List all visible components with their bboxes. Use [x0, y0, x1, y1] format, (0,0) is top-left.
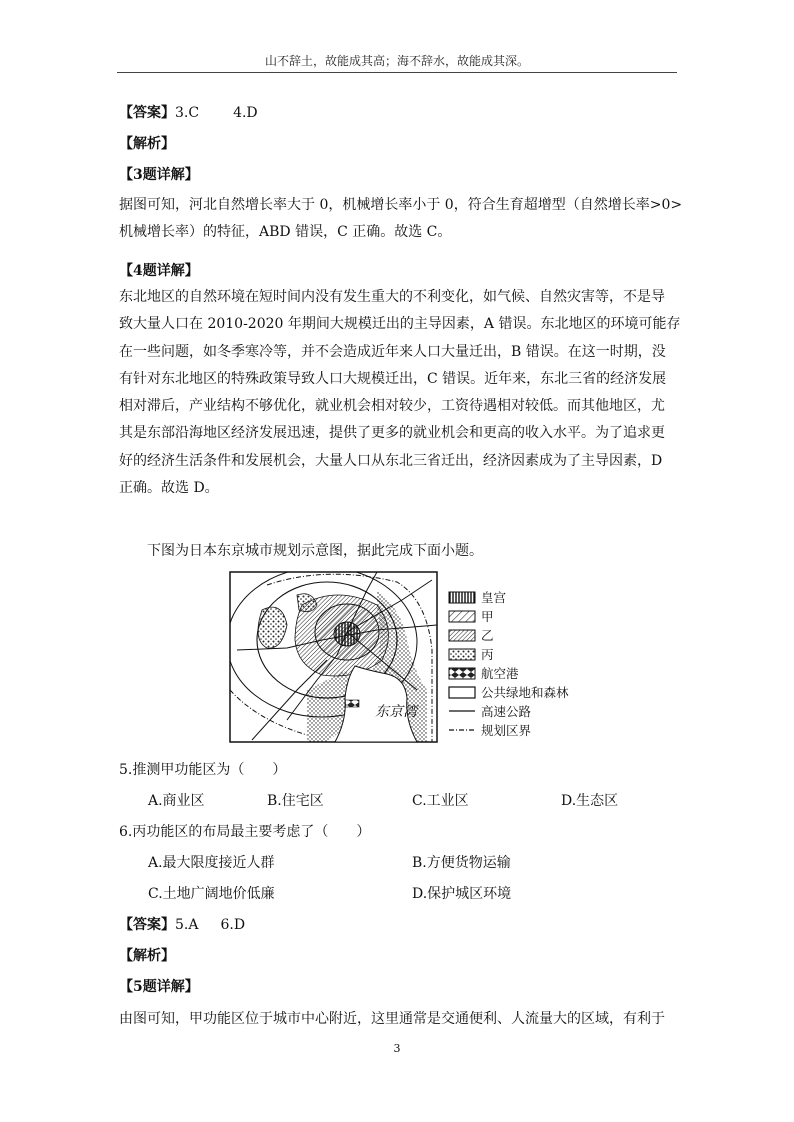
legend-label-yi: 乙	[481, 628, 494, 643]
q6-option-c: C.土地广阔地价低廉	[148, 886, 275, 902]
tokyo-bay-label: 东京湾	[375, 704, 417, 720]
legend-swatch-bing	[449, 649, 475, 660]
legend-label-palace: 皇宫	[481, 590, 507, 605]
q4-line: 东北地区的自然环境在短时间内没有发生重大的不利变化，如气候、自然灾害等，不是导	[119, 289, 665, 305]
legend-swatch-yi	[449, 630, 475, 641]
header-rule	[117, 72, 677, 73]
analysis-heading-2: 【解析】	[119, 948, 175, 964]
q5-stem: 5.推测甲功能区为（ ）	[119, 762, 287, 778]
q4-line: 好的经济生活条件和发展机会，大量人口从东北三省迁出，经济因素成为了主导因素，D	[119, 452, 663, 469]
map-legend	[449, 590, 569, 738]
q3-line: 据图可知，河北自然增长率大于 0，机械增长率小于 0，符合生育超增型（自然增长率>0>	[119, 197, 683, 213]
page-number: 3	[393, 1042, 401, 1055]
q4-detail-text	[119, 284, 679, 502]
q4-line: 正确。故选 D。	[119, 480, 219, 497]
q6-option-b: B.方便货物运输	[412, 855, 511, 871]
q4-line: 其是东部沿海地区经济发展迅速，提供了更多的就业机会和更高的收入水平。为了追求更	[119, 425, 665, 442]
legend-swatch-green	[449, 687, 475, 698]
q3-detail-heading: 【3题详解】	[119, 167, 199, 183]
q3-detail-text	[119, 192, 683, 247]
q5-option-a: A.商业区	[148, 793, 205, 809]
answer-6: 6.D	[220, 917, 246, 933]
q6-stem: 6.丙功能区的布局最主要考虑了（ ）	[119, 824, 371, 840]
legend-label-highway: 高速公路	[481, 704, 532, 719]
q4-line: 有针对东北地区的特殊政策导致人口大规模迁出，C 错误。近年来，东北三省的经济发展	[119, 370, 667, 387]
answer-3: 3.C	[175, 105, 200, 121]
legend-label-airport: 航空港	[481, 666, 519, 681]
airport	[345, 700, 359, 707]
answer-line-1	[119, 102, 258, 122]
tokyo-planning-map	[227, 570, 587, 746]
q4-line: 相对滞后，产业结构不够优化，就业机会相对较少，工资待遇相对较低。而其他地区，尤	[119, 398, 665, 415]
answer-tag: 【答案】	[119, 917, 175, 933]
q4-line: 在一些问题，如冬季寒冷等，并不会造成近年来人口大量迁出，B 错误。在这一时期，没	[119, 343, 666, 360]
q5-option-c: C.工业区	[412, 793, 469, 809]
page-header: 山不辞土，故能成其高；海不辞水，故能成其深。	[264, 54, 529, 68]
q5-detail-text: 由图可知，甲功能区位于城市中心附近，这里通常是交通便利、人流量大的区域，有利于	[119, 1011, 665, 1027]
answer-4: 4.D	[233, 105, 258, 121]
legend-swatch-jia	[449, 611, 475, 622]
figure-intro: 下图为日本东京城市规划示意图，据此完成下面小题。	[147, 543, 483, 559]
answer-5: 5.A	[175, 917, 199, 933]
q3-line: 机械增长率）的特征，ABD 错误，C 正确。故选 C。	[119, 224, 452, 241]
legend-label-boundary: 规划区界	[481, 723, 532, 738]
q4-line: 致大量人口在 2010-2020 年期间大规模迁出的主导因素，A 错误。东北地区的环境可能存	[119, 316, 681, 333]
q5-detail-heading: 【5题详解】	[119, 979, 199, 995]
legend-label-green: 公共绿地和森林	[481, 685, 569, 700]
answer-tag: 【答案】	[119, 105, 175, 121]
answer-line-2	[119, 914, 245, 934]
q5-option-d: D.生态区	[561, 793, 619, 809]
legend-label-jia: 甲	[481, 609, 494, 624]
legend-label-bing: 丙	[481, 647, 494, 662]
legend-swatch-airport	[449, 668, 475, 679]
q6-option-a: A.最大限度接近人群	[148, 855, 275, 871]
legend-swatch-palace	[449, 592, 475, 603]
q6-option-d: D.保护城区环境	[412, 886, 512, 902]
q5-option-b: B.住宅区	[267, 793, 324, 809]
analysis-heading-1: 【解析】	[119, 136, 175, 152]
q4-detail-heading: 【4题详解】	[119, 263, 199, 279]
